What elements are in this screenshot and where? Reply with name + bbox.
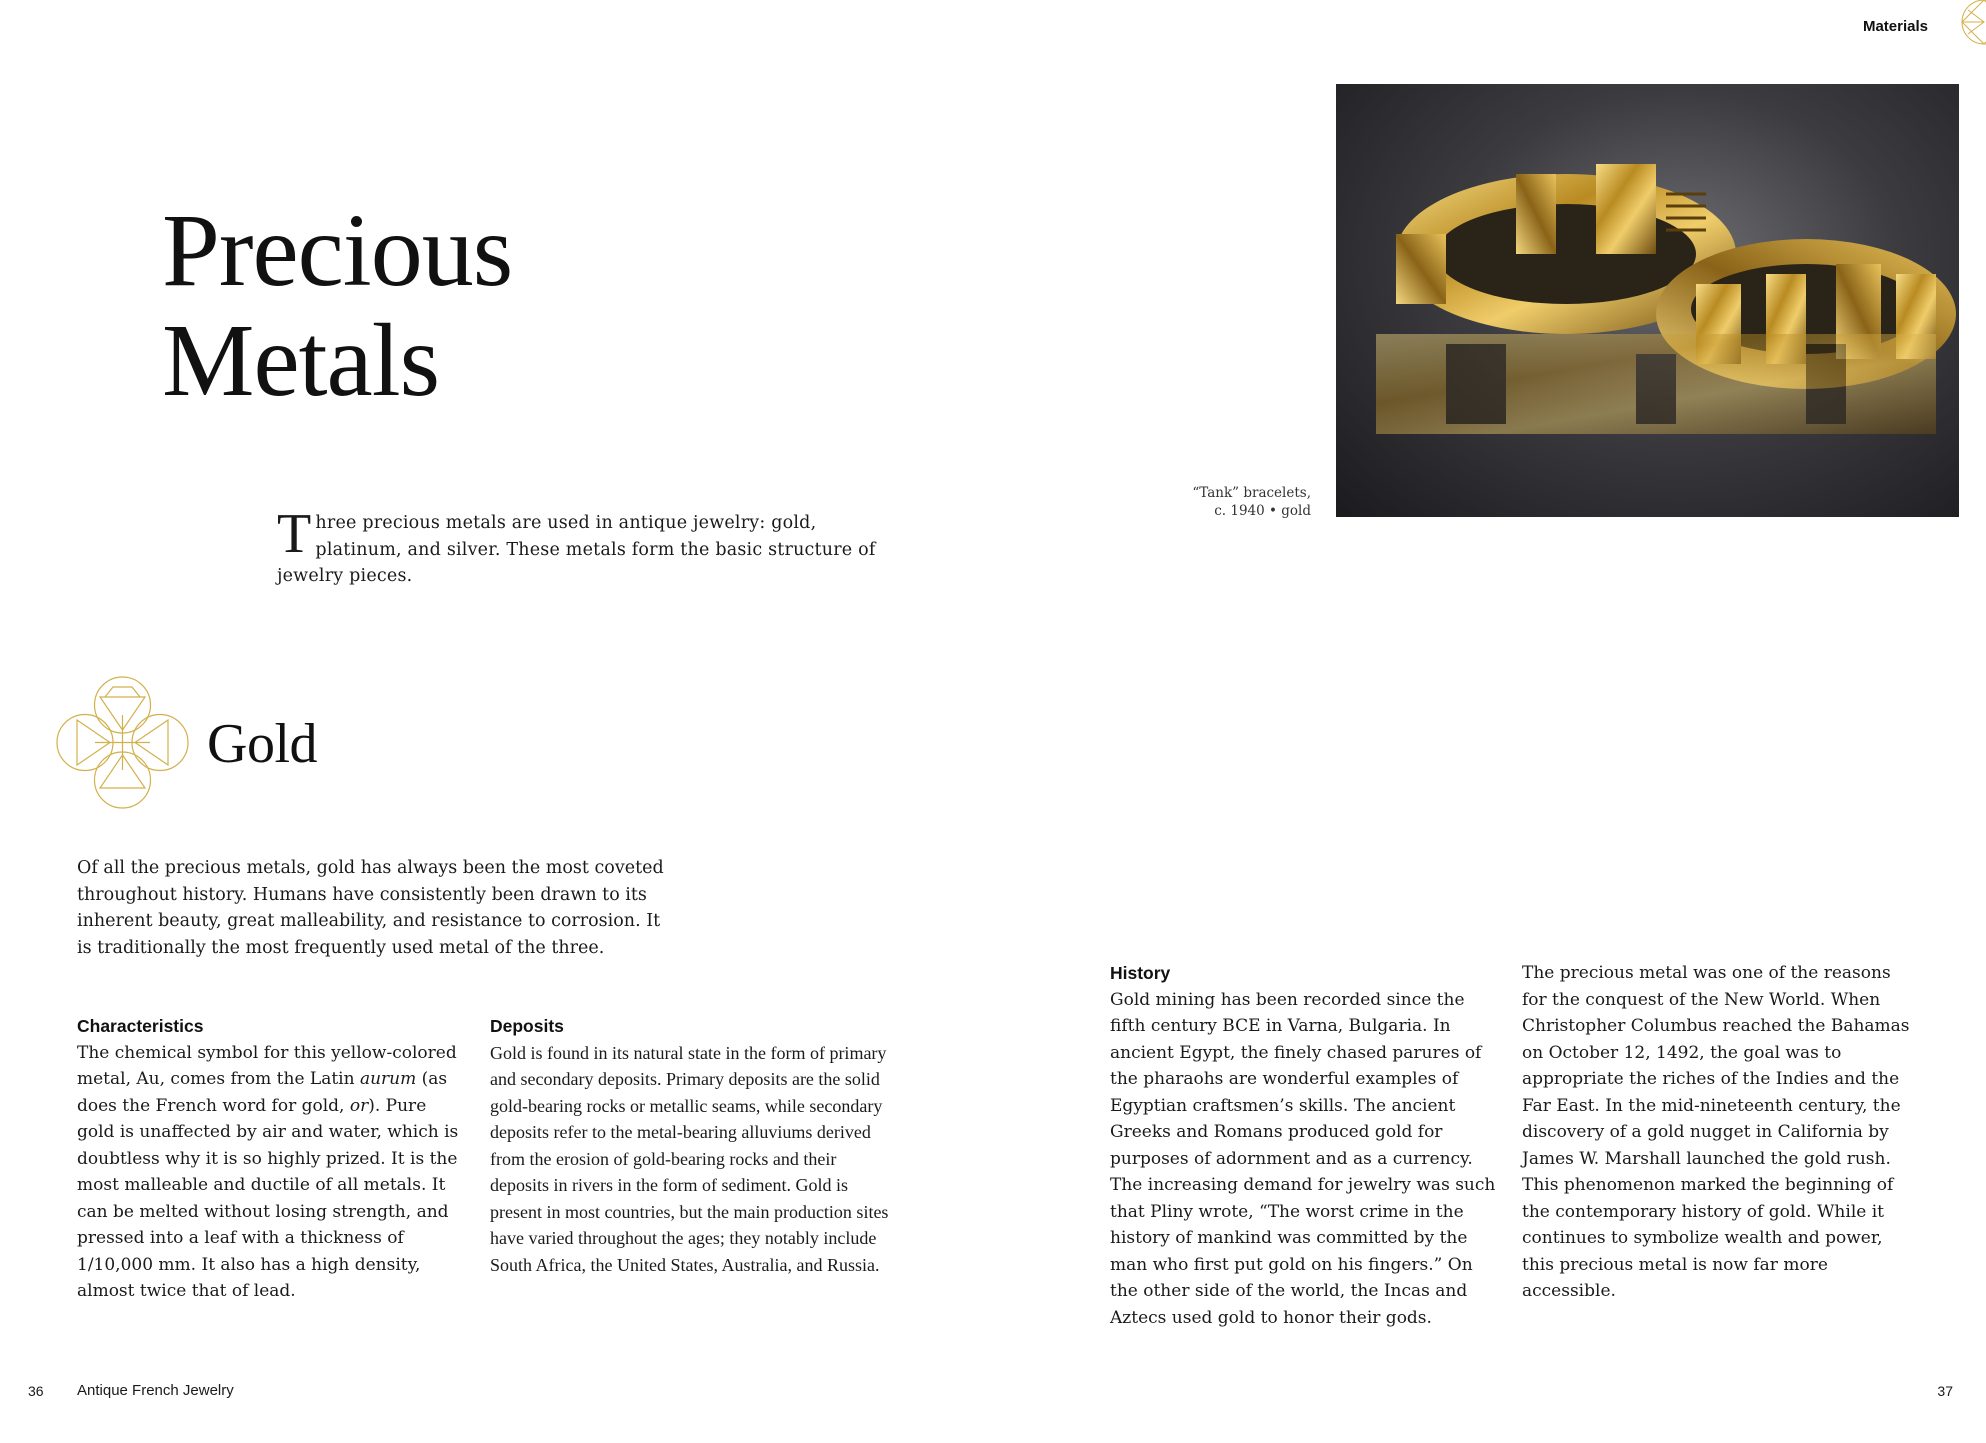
deposits-heading: Deposits xyxy=(490,1016,564,1036)
history-continued-text: The precious metal was one of the reasons for the conquest of the New World. When Christopher Columbus reached the Bahamas on October 12, 1492, the goal was to appropriate the riches of the Indies and the Far East. In the mid-nineteenth century, the discovery of a gold nugget in California by James W. Marshall launched the gold rush. This phenomenon marked the beginning of the contemporary history of gold. While it continues to symbolize wealth and power, this precious metal is now far more accessible. xyxy=(1522,963,1910,1301)
characteristics-text-part: ). Pure gold is unaffected by air and water, which is doubtless why it is so highly prized. It is the most malleable and ductile of all metals. It can be melted without losing strength, and pressed into a leaf with a thickness of 1/10,000 mm. It also has a high density, almost twice that of lead. xyxy=(77,1095,459,1301)
title-line-2: Metals xyxy=(162,303,440,418)
page-title xyxy=(162,193,513,418)
drop-cap: T xyxy=(277,503,312,565)
photo-caption xyxy=(1192,484,1311,520)
history-heading: History xyxy=(1110,963,1171,983)
french-term: or xyxy=(349,1095,369,1116)
history-text: Gold mining has been recorded since the fifth century BCE in Varna, Bulgaria. In ancient Egypt, the finely chased parures of the pharaohs are wonderful examples of Egyptian craftsmen’s skills. The ancient Greeks and Romans produced gold for purposes of adornment and as a currency. The increasing demand for jewelry was such that Pliny wrote, “The worst crime in the history of mankind was committed by the man who first put gold on his fingers.” On the other side of the world, the Incas and Aztecs used gold to honor their gods. xyxy=(1110,989,1496,1328)
caption-line-2: c. 1940 • gold xyxy=(1214,503,1311,519)
page-number-left: 36 xyxy=(28,1383,44,1399)
book-title: Antique French Jewelry xyxy=(77,1382,234,1399)
deposits-column xyxy=(490,1013,890,1278)
deposits-text: Gold is found in its natural state in the form of primary and secondary deposits. Primary deposits are the solid gold-bearing rocks or metallic seams, while secondary deposits refer to the metal-bearing alluviums derived from the erosion of gold-bearing rocks and their deposits in rivers in the form of sediment. Gold is present in most countries, but the main production sites have varied throughout the ages; they notably include South Africa, the United States, Australia, and Russia. xyxy=(490,1042,889,1275)
section-heading-gold: Gold xyxy=(207,713,317,775)
running-head: Materials xyxy=(1862,18,1928,35)
history-column xyxy=(1110,960,1500,1331)
gem-cluster-icon xyxy=(55,675,190,810)
bracelet-reflection xyxy=(1376,334,1936,434)
caption-line-1: “Tank” bracelets, xyxy=(1192,485,1311,501)
corner-gem-ornament xyxy=(1926,0,1986,60)
intro-text: hree precious metals are used in antique jewelry: gold, platinum, and silver. These metals form the basic structure of jewelry pieces. xyxy=(277,513,876,586)
characteristics-text xyxy=(77,1040,462,1305)
lede-paragraph: Of all the precious metals, gold has always been the most coveted throughout history. Humans have consistently been drawn to its inherent beauty, great malleability, and resistance to corrosion. It is traditionally the most frequently used metal of the three. xyxy=(77,858,664,958)
page-number-right: 37 xyxy=(1937,1383,1953,1399)
latin-term: aurum xyxy=(359,1069,417,1089)
characteristics-heading: Characteristics xyxy=(77,1016,204,1036)
title-line-1: Precious xyxy=(162,193,513,308)
characteristics-column xyxy=(77,1013,462,1305)
characteristics-text-part: The chemical symbol for this yellow-colored metal, Au, comes from the Latin xyxy=(77,1042,457,1089)
bracelets-photo xyxy=(1336,84,1959,517)
history-continued-column xyxy=(1522,960,1917,1305)
intro-paragraph xyxy=(277,503,877,590)
characteristics-text-part: (as does the French word for gold, xyxy=(77,1069,448,1116)
